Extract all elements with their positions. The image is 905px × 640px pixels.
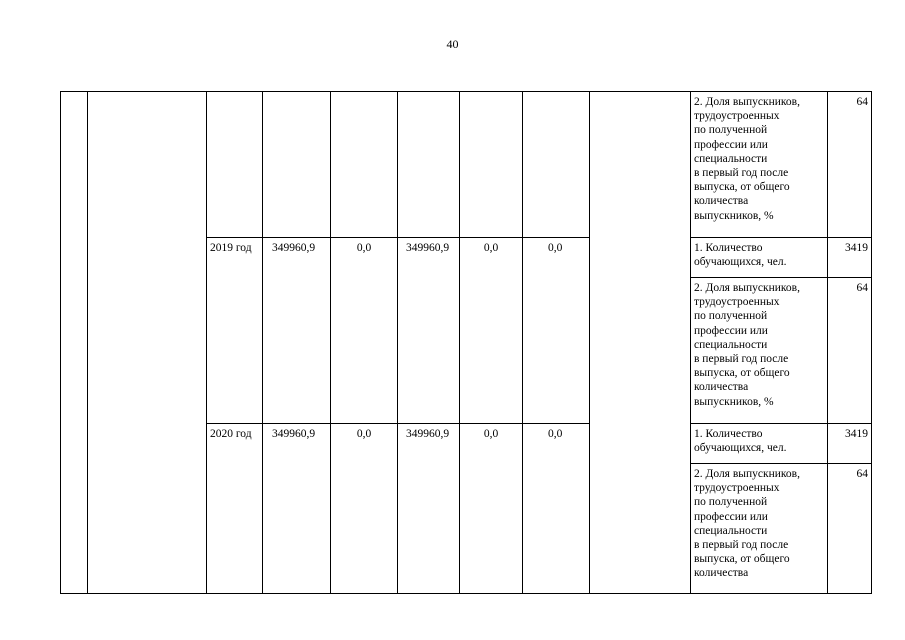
other-cell: 0,0: [523, 424, 590, 595]
table-viewport: [0, 91, 905, 594]
budget-cell: [331, 92, 398, 238]
regional-cell: 349960,9: [398, 424, 460, 595]
indicator-value-cell: 3419: [828, 424, 872, 464]
budget-cell: 0,0: [331, 238, 398, 424]
indicator-text-line: в первый год после: [694, 539, 789, 552]
indicator-text-line: в первый год после: [694, 353, 789, 366]
total-cell: 349960,9: [263, 238, 331, 424]
indicator-text-line: профессии или: [694, 138, 768, 151]
local-cell: 0,0: [460, 238, 523, 424]
year-cell: 2020 год: [207, 424, 263, 595]
budget-cell: 0,0: [331, 424, 398, 595]
indicator-text-line: трудоустроенных: [694, 110, 780, 123]
indicator-text-line: трудоустроенных: [694, 296, 780, 309]
indicator-text-line: 2. Доля выпускников,: [694, 96, 800, 108]
indicator-text-cell: [691, 464, 828, 595]
indicator-text-line: количества: [694, 567, 749, 580]
indicator-text-line: выпускников, %: [694, 209, 774, 222]
total-cell: [263, 92, 331, 238]
indicator-text-line: 1. Количество: [694, 242, 763, 254]
indicator-value-cell: 64: [828, 278, 872, 424]
table-bottom-border: [60, 593, 872, 594]
indicator-text-line: выпуска, от общего: [694, 367, 790, 380]
indicator-text-line: 2. Доля выпускников,: [694, 468, 800, 480]
page-number: 40: [446, 37, 459, 51]
program-table: [60, 91, 872, 594]
indicator-text-cell: [691, 278, 828, 424]
regional-cell: [398, 92, 460, 238]
local-cell: [460, 92, 523, 238]
other-cell: [523, 92, 590, 238]
indicator-text-line: 1. Количество: [694, 428, 763, 440]
indicator-text-line: в первый год после: [694, 167, 789, 180]
indicator-text-line: выпуска, от общего: [694, 181, 790, 194]
indicator-value-cell: 3419: [828, 238, 872, 278]
indicator-text-line: по полученной: [694, 124, 768, 137]
indicator-text-line: по полученной: [694, 496, 768, 509]
indicator-text-line: профессии или: [694, 510, 768, 523]
col-name-cell: [88, 92, 207, 595]
indicator-text-line: 2. Доля выпускников,: [694, 282, 800, 294]
indicator-text-line: трудоустроенных: [694, 482, 780, 495]
indicator-text-line: выпуска, от общего: [694, 553, 790, 566]
indicator-text-line: специальности: [694, 338, 768, 351]
indicator-text-line: выпускников, %: [694, 395, 774, 408]
indicator-text-line: специальности: [694, 524, 768, 537]
regional-cell: 349960,9: [398, 238, 460, 424]
indicator-text-cell: [691, 424, 828, 464]
indicator-text-line: по полученной: [694, 310, 768, 323]
indicator-value-cell: 64: [828, 92, 872, 238]
table-row: [61, 92, 872, 238]
local-cell: 0,0: [460, 424, 523, 595]
table-body: [61, 92, 872, 595]
col-number-cell: [61, 92, 88, 595]
indicator-text-line: профессии или: [694, 324, 768, 337]
other-cell: 0,0: [523, 238, 590, 424]
indicator-text-cell: [691, 92, 828, 238]
total-cell: 349960,9: [263, 424, 331, 595]
indicator-text-cell: [691, 238, 828, 278]
indicator-text-line: специальности: [694, 152, 768, 165]
indicator-text-line: количества: [694, 195, 749, 208]
indicator-text-line: обучающихся, чел.: [694, 256, 787, 269]
indicator-value-cell: 64: [828, 464, 872, 595]
executor-cell: [590, 92, 691, 595]
indicator-text-line: обучающихся, чел.: [694, 442, 787, 455]
year-cell: 2019 год: [207, 238, 263, 424]
year-cell: [207, 92, 263, 238]
indicator-text-line: количества: [694, 381, 749, 394]
